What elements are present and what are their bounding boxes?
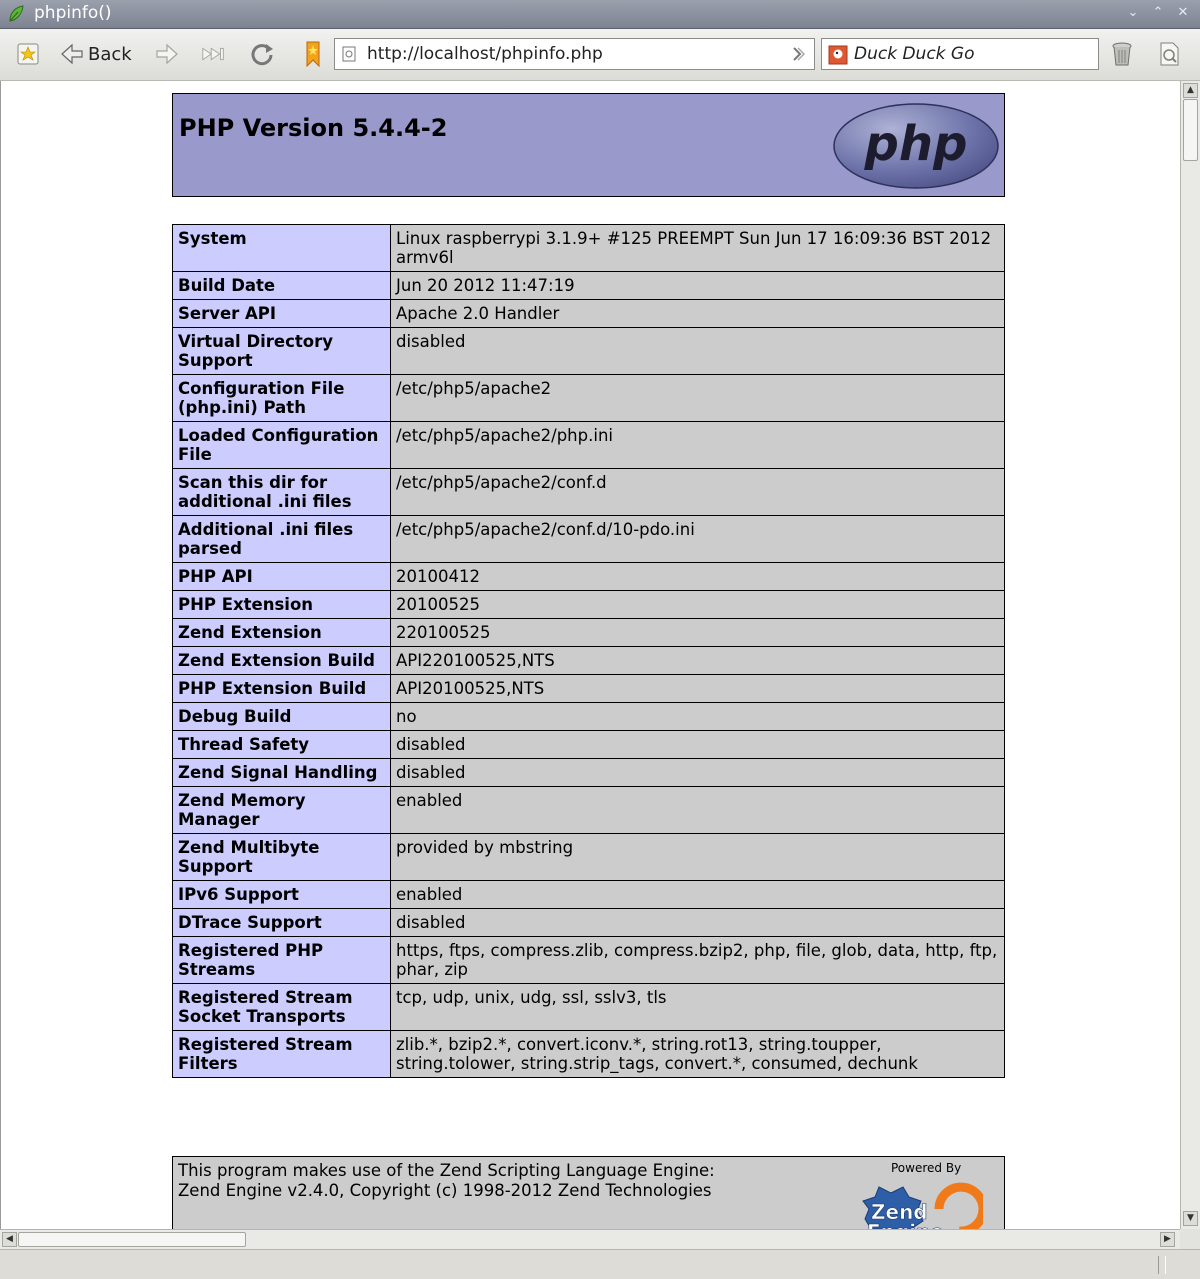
table-row [173,591,1005,619]
app-leaf-icon [6,4,26,24]
svg-text:Zend: Zend [871,1200,928,1224]
info-value: API20100525,NTS [391,675,1005,703]
page-title: PHP Version 5.4.4-2 [179,114,448,142]
bookmark-add-button[interactable] [299,39,327,69]
info-value: enabled [391,787,1005,834]
info-key: Additional .ini files parsed [173,516,391,563]
info-key: Zend Extension [173,619,391,647]
minimize-button[interactable]: ⌄ [1127,5,1139,20]
trash-icon [1108,40,1136,68]
fast-forward-button[interactable] [200,39,228,69]
zend-footer [172,1156,1005,1229]
table-row [173,787,1005,834]
zend-footer-line1: This program makes use of the Zend Scripting Language Engine: [178,1161,715,1180]
page-icon [341,46,357,62]
vertical-scroll-thumb[interactable] [1183,99,1198,161]
address-bar[interactable] [334,38,815,70]
info-key: Loaded Configuration File [173,422,391,469]
info-value: /etc/php5/apache2/conf.d [391,469,1005,516]
info-key: PHP API [173,563,391,591]
info-key: IPv6 Support [173,881,391,909]
search-engine-label[interactable]: Duck Duck Go [854,44,975,64]
info-value: /etc/php5/apache2/conf.d/10-pdo.ini [391,516,1005,563]
svg-text:Engine [867,1220,944,1229]
bookmarks-button[interactable] [14,39,42,69]
php-logo[interactable] [833,102,1000,190]
table-row [173,300,1005,328]
php-version-header [172,93,1005,197]
info-value: Apache 2.0 Handler [391,300,1005,328]
php-logo-text: php [864,116,968,172]
info-value: zlib.*, bzip2.*, convert.iconv.*, string.rot13, string.toupper, string.tolower, string.strip_tags, convert.*, consumed, dechunk [391,1031,1005,1078]
info-value: enabled [391,881,1005,909]
info-key: Configuration File (php.ini) Path [173,375,391,422]
info-key: Scan this dir for additional .ini files [173,469,391,516]
info-key: Server API [173,300,391,328]
table-row [173,834,1005,881]
info-value: no [391,703,1005,731]
vertical-scrollbar[interactable] [1180,81,1200,1229]
table-row [173,516,1005,563]
fast-forward-icon [200,40,228,68]
info-value: provided by mbstring [391,834,1005,881]
status-bar [0,1249,1200,1279]
status-grip-icon [1158,1256,1166,1274]
search-bar[interactable] [821,38,1099,70]
horizontal-scroll-thumb[interactable] [18,1232,246,1247]
extension-icon [1155,40,1183,68]
table-row [173,731,1005,759]
powered-by-label: Powered By [891,1161,962,1175]
table-row [173,1031,1005,1078]
table-row [173,909,1005,937]
duckduckgo-icon [828,45,848,65]
scrollbar-corner [1180,1229,1200,1249]
back-arrow-icon [58,40,86,68]
table-row [173,703,1005,731]
info-key: Zend Extension Build [173,647,391,675]
table-row [173,422,1005,469]
table-row [173,272,1005,300]
url-text[interactable]: http://localhost/phpinfo.php [367,44,603,64]
scroll-down-arrow-icon[interactable]: ▼ [1183,1211,1198,1226]
scroll-up-arrow-icon[interactable]: ▲ [1183,83,1198,98]
close-button[interactable]: ✕ [1177,5,1189,20]
info-value: tcp, udp, unix, udg, ssl, sslv3, tls [391,984,1005,1031]
info-key: DTrace Support [173,909,391,937]
forward-arrow-icon [153,40,181,68]
info-value: disabled [391,731,1005,759]
table-row [173,675,1005,703]
info-value: disabled [391,759,1005,787]
page-viewport [0,81,1180,1229]
info-value: https, ftps, compress.zlib, compress.bzip2, php, file, glob, data, http, ftp, phar, zip [391,937,1005,984]
info-value: Linux raspberrypi 3.1.9+ #125 PREEMPT Sun Jun 17 16:09:36 BST 2012 armv6l [391,225,1005,272]
table-row [173,469,1005,516]
info-value: 220100525 [391,619,1005,647]
table-row [173,328,1005,375]
info-value: /etc/php5/apache2/php.ini [391,422,1005,469]
info-value: 20100412 [391,563,1005,591]
info-key: PHP Extension [173,591,391,619]
info-key: PHP Extension Build [173,675,391,703]
table-row [173,225,1005,272]
table-row [173,881,1005,909]
reload-icon [248,40,276,68]
info-value: disabled [391,909,1005,937]
reload-button[interactable] [248,39,276,69]
browser-toolbar [0,29,1200,81]
back-label: Back [88,43,132,65]
table-row [173,619,1005,647]
go-icon[interactable] [788,44,808,64]
horizontal-scrollbar[interactable] [0,1229,1180,1249]
extension-button[interactable] [1155,39,1183,69]
trash-button[interactable] [1108,39,1136,69]
info-key: Zend Memory Manager [173,787,391,834]
info-value: API220100525,NTS [391,647,1005,675]
maximize-button[interactable]: ⌃ [1152,5,1164,20]
info-key: Debug Build [173,703,391,731]
table-row [173,984,1005,1031]
php-info-table [172,224,1005,1078]
info-value: Jun 20 2012 11:47:19 [391,272,1005,300]
info-value: /etc/php5/apache2 [391,375,1005,422]
info-key: Registered PHP Streams [173,937,391,984]
info-key: Registered Stream Socket Transports [173,984,391,1031]
info-key: Build Date [173,272,391,300]
info-value: 20100525 [391,591,1005,619]
scroll-right-arrow-icon[interactable]: ▶ [1160,1232,1175,1247]
forward-button[interactable] [153,39,181,69]
window-title: phpinfo() [34,3,112,23]
bookmark-add-icon [299,40,327,68]
bookmark-star-icon [14,40,42,68]
table-row [173,937,1005,984]
scroll-left-arrow-icon[interactable]: ◀ [2,1232,17,1247]
back-button[interactable] [58,39,132,69]
info-key: Registered Stream Filters [173,1031,391,1078]
zend-engine-logo[interactable] [841,1179,983,1229]
info-key: System [173,225,391,272]
table-row [173,563,1005,591]
table-row [173,759,1005,787]
window-titlebar [0,0,1200,29]
info-key: Zend Multibyte Support [173,834,391,881]
table-row [173,375,1005,422]
info-value: disabled [391,328,1005,375]
table-row [173,647,1005,675]
info-key: Thread Safety [173,731,391,759]
info-key: Virtual Directory Support [173,328,391,375]
zend-footer-line2: Zend Engine v2.4.0, Copyright (c) 1998-2012 Zend Technologies [178,1181,712,1200]
info-key: Zend Signal Handling [173,759,391,787]
